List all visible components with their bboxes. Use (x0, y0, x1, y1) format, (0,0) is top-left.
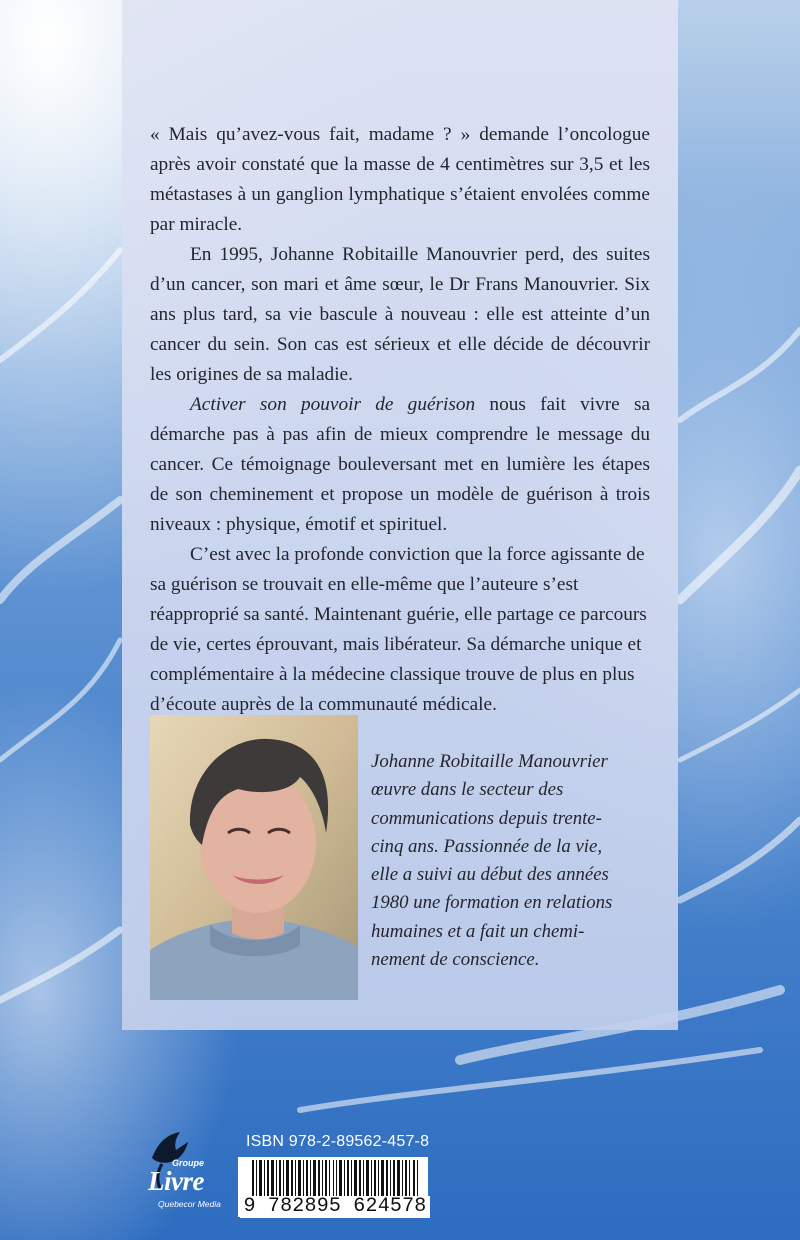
bio-line: communications depuis trente- (371, 807, 602, 829)
publisher-subline: Quebecor Media (158, 1199, 221, 1209)
author-bio (371, 748, 651, 974)
bio-line: nement de conscience. (371, 949, 540, 971)
barcode-digits: 9 782895 624578 (240, 1196, 430, 1218)
author-photo (150, 715, 358, 1000)
paragraph-3-rest: nous fait vivre sa démarche pas à pas afin de mieux comprendre le message du cancer. Ce témoignage bouleversant met en lumière les étapes de son cheminement et propose un modèle de guérison à trois niveaux : physique, émotif et spirituel. (150, 394, 651, 535)
bio-line: humaines et a fait un chemi- (371, 920, 585, 942)
bio-line: œuvre dans le secteur des (371, 779, 564, 801)
bio-line: Johanne Robitaille Manouvrier (371, 751, 608, 772)
bio-line: elle a suivi au début des années (371, 864, 609, 886)
isbn-label: ISBN 978-2-89562-457-8 (246, 1133, 430, 1150)
paragraph-1: « Mais qu’avez-vous fait, madame ? » demande l’oncologue après avoir constaté que la masse de 4 centimètres sur 3,5 et les métastases à un ganglion lymphatique s’étaient envolées comme par miracle. (150, 124, 650, 235)
bio-line: 1980 une formation en relations (371, 892, 613, 914)
paragraph-3 (150, 390, 650, 540)
back-cover-text (150, 120, 650, 720)
book-title: Activer son pouvoir de guérison (190, 394, 476, 415)
paragraph-2: En 1995, Johanne Robitaille Manouvrier perd, des suites d’un cancer, son mari et âme sœur, le Dr Frans Manouvrier. Six ans plus tard, sa vie bascule à nouveau : elle est atteinte d’un cancer du sein. Son cas est sérieux et elle décide de découvrir les origines de sa maladie. (150, 244, 650, 385)
paragraph-4: C’est avec la profonde conviction que la force agissante de sa guérison se trouvait en elle-même que l’auteure s’est réapproprié sa santé. Maintenant guérie, elle partage ce parcours de vie, certes éprouvant, mais libérateur. Sa démarche unique et complémentaire à la médecine classique trouve de plus en plus d’écoute auprès de la communauté médicale. (150, 544, 647, 715)
publisher-groupe: Groupe (172, 1158, 205, 1168)
publisher-livre: Livre (148, 1166, 204, 1196)
bio-line: cinq ans. Passionnée de la vie, (371, 835, 603, 857)
